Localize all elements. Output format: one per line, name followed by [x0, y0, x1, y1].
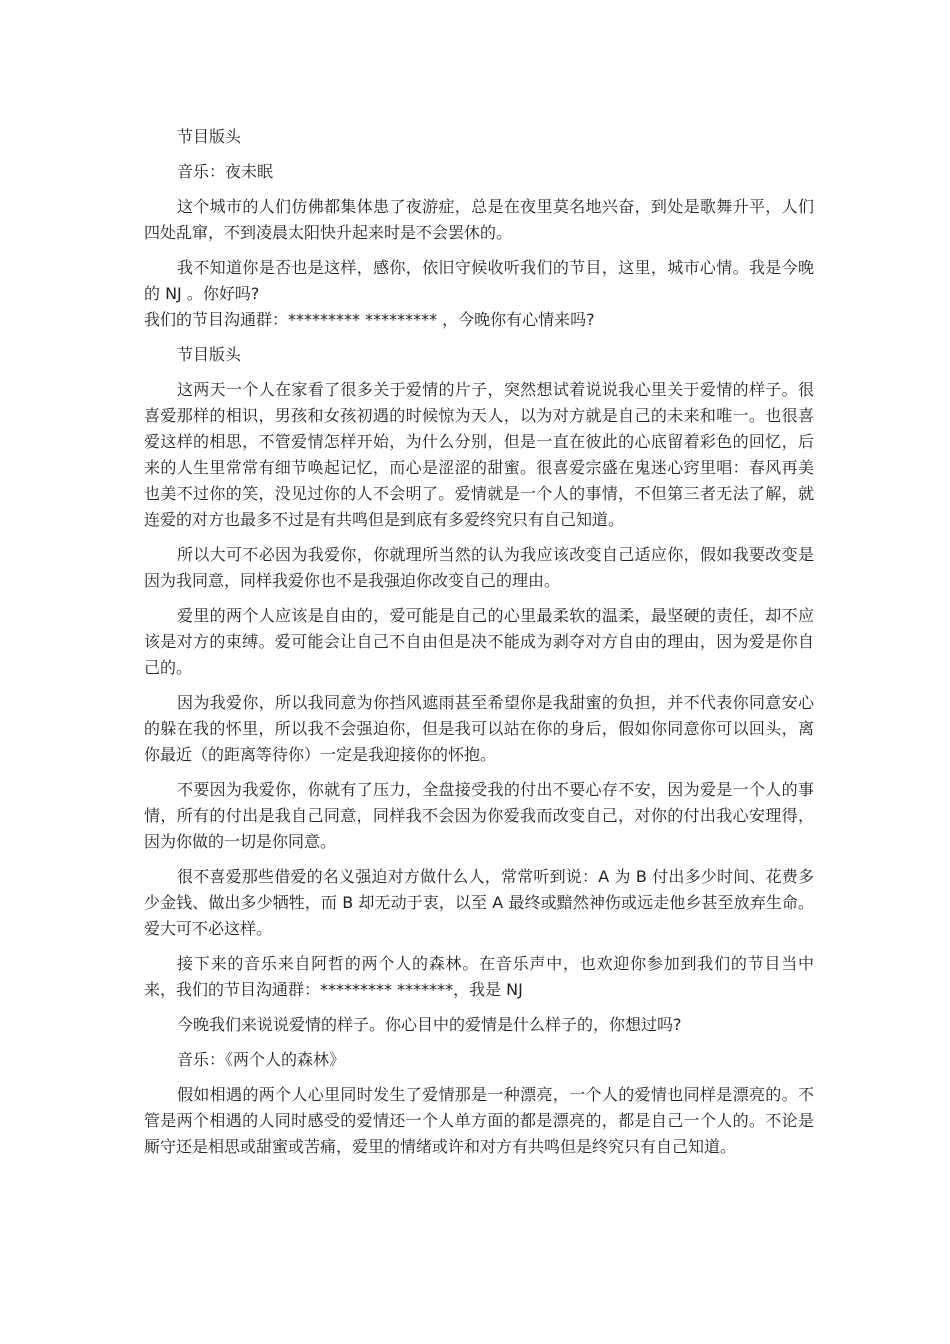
- paragraph: 接下来的音乐来自阿哲的两个人的森林。在音乐声中，也欢迎你参加到我们的节目当中来，我们的节目沟通群：********* *******，我是 NJ: [144, 954, 814, 999]
- paragraph: 这两天一个人在家看了很多关于爱情的片子，突然想试着说说我心里关于爱情的样子。很喜爱那样的相识，男孩和女孩初遇的时候惊为天人，以为对方就是自己的未来和唯一。也很喜爱这样的相思，不管爱情怎样开始，为什么分别，但是一直在彼此的心底留着彩色的回忆，后来的人生里常常有细节唤起记忆，而心是涩涩的甜蜜。很喜爱宗盛在鬼迷心窍里唱：春风再美也美不过你的笑，没见过你的人不会明了。爱情就是一个人的事情，不但第三者无法了解，就连爱的对方也最多不过是有共鸣但是到底有多爱终究只有自己知道。: [144, 380, 814, 529]
- section-heading: 节目版头: [177, 345, 242, 364]
- paragraph: 因为我爱你，所以我同意为你挡风遮雨甚至希望你是我甜蜜的负担，并不代表你同意安心的躲在我的怀里，所以我不会强迫你，但是我可以站在你的身后，假如你同意你可以回头，离你最近（的距离等待你）一定是我迎接你的怀抱。: [144, 693, 814, 764]
- paragraph: 爱里的两个人应该是自由的，爱可能是自己的心里最柔软的温柔，最坚硬的责任，却不应该是对方的束缚。爱可能会让自己不自由但是决不能成为剥夺对方自由的理由，因为爱是你自己的。: [144, 606, 814, 677]
- paragraph: 不要因为我爱你，你就有了压力，全盘接受我的付出不要心存不安，因为爱是一个人的事情，所有的付出是我自己同意，同样我不会因为你爱我而改变自己，对你的付出我心安理得，因为你做的一切是你同意。: [144, 780, 814, 851]
- document-page: [144, 124, 814, 1169]
- paragraph: 我不知道你是否也是这样，感你，依旧守候收听我们的节目，这里，城市心情。我是今晚的 NJ 。你好吗?: [144, 258, 814, 303]
- paragraph: 很不喜爱那些借爱的名义强迫对方做什么人，常常听到说：A 为 B 付出多少时间、花费多少金钱、做出多少牺牲，而 B 却无动于衷，以至 A 最终或黯然神伤或远走他乡甚至放弃生命。爱大可不必这样。: [144, 867, 814, 938]
- music-cue: 音乐：夜未眠: [177, 162, 274, 181]
- music-cue: 音乐：《两个人的森林》: [177, 1050, 346, 1069]
- paragraph: 我们的节目沟通群：********* ********* ，今晚你有心情来吗?: [144, 310, 595, 329]
- paragraph: 今晚我们来说说爱情的样子。你心目中的爱情是什么样子的，你想过吗?: [177, 1015, 682, 1034]
- paragraph: 所以大可不必因为我爱你，你就理所当然的认为我应该改变自己适应你，假如我要改变是因为我同意，同样我爱你也不是我强迫你改变自己的理由。: [144, 545, 814, 590]
- paragraph: 假如相遇的两个人心里同时发生了爱情那是一种漂亮，一个人的爱情也同样是漂亮的。不管是两个相遇的人同时感受的爱情还一个人单方面的都是漂亮的，都是自己一个人的。不论是厮守还是相思或甜蜜或苦痛，爱里的情绪或许和对方有共鸣但是终究只有自己知道。: [144, 1085, 814, 1156]
- paragraph: 这个城市的人们仿佛都集体患了夜游症，总是在夜里莫名地兴奋，到处是歌舞升平，人们四处乱窜，不到凌晨太阳快升起来时是不会罢休的。: [144, 197, 814, 242]
- section-heading: 节目版头: [177, 127, 242, 146]
